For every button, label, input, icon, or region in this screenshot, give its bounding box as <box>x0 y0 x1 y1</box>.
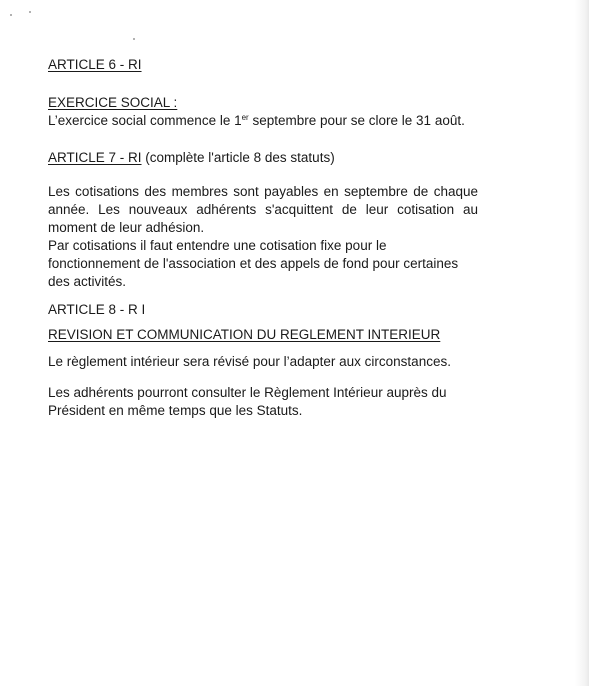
article-7-p2-line-2: fonctionnement de l'association et des appels de fond pour certaines <box>48 256 459 271</box>
article-8-p2-line-2: Président en même temps que les Statuts. <box>48 403 303 418</box>
article-6-text-end: septembre pour se clore le 31 août. <box>248 113 465 128</box>
article-8-p2-line-1: Les adhérents pourront consulter le Règlement Intérieur auprès du <box>48 385 447 400</box>
article-7-heading: ARTICLE 7 - RI <box>48 150 142 165</box>
article-6-heading: ARTICLE 6 - RI <box>48 57 142 72</box>
article-7-p1-line-3: moment de leur adhésion. <box>48 220 205 235</box>
article-7-p1-line-2: année. Les nouveaux adhérents s'acquittent de leur cotisation au <box>48 202 478 217</box>
scan-speck <box>10 14 12 16</box>
article-7-heading-line <box>48 149 335 167</box>
article-7-p2-line-1: Par cotisations il faut entendre une cotisation fixe pour le <box>48 238 387 253</box>
article-8-p1: Le règlement intérieur sera révisé pour l’adapter aux circonstances. <box>48 354 451 369</box>
revision-subheading: REVISION ET COMMUNICATION DU REGLEMENT INTERIEUR <box>48 327 441 342</box>
article-7-heading-note: (complète l'article 8 des statuts) <box>141 150 335 165</box>
scan-speck <box>133 38 135 40</box>
article-6-text <box>48 112 465 130</box>
superscript-er: er <box>241 113 249 122</box>
scan-edge-shadow <box>575 0 589 686</box>
article-8-heading: ARTICLE 8 - R I <box>48 302 146 317</box>
scan-speck <box>29 11 31 13</box>
article-6-text-start: L’exercice social commence le 1 <box>48 113 242 128</box>
article-7-p2-line-3: des activités. <box>48 274 127 289</box>
article-7-p1-line-1: Les cotisations des membres sont payables en septembre de chaque <box>48 184 478 199</box>
exercice-social-subheading: EXERCICE SOCIAL : <box>48 95 178 110</box>
